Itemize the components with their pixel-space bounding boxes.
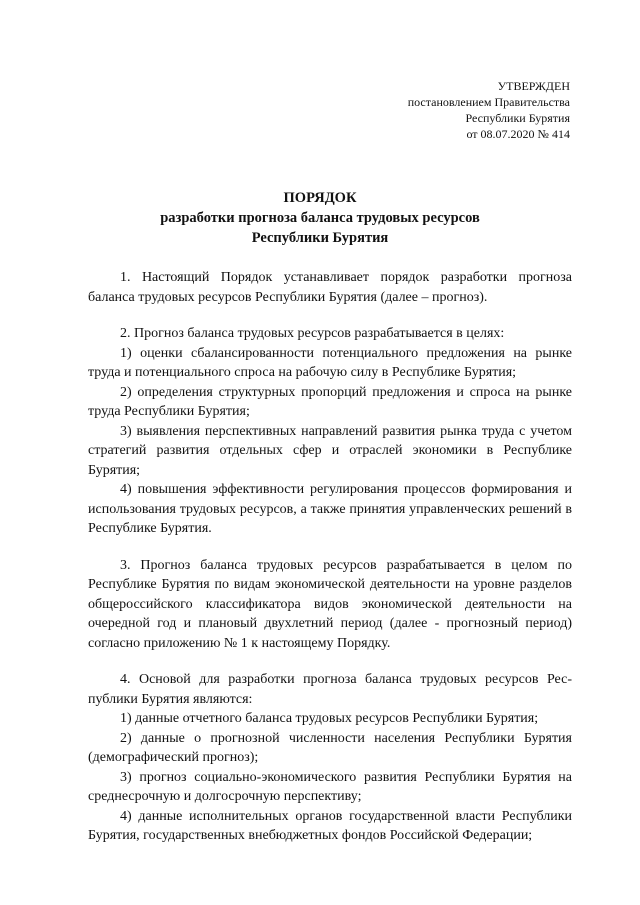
clause-4: 4. Основой для разработки прогноза баланса трудовых ресурсов Республики Бурятия являются: [88,672,572,707]
clause-2-item-3: 3) выявления перспективных направлений развития рынка труда с учетом стратегий развития отдельных сфер и отраслей экономики в Республике Бурятия; [88,423,572,478]
clause-4-item-1: 1) данные отчетного баланса трудовых ресурсов Республики Бурятия; [120,711,539,726]
clause-2-item-4: 4) повышения эффективности регулирования процессов формирования и использования трудовых ресурсов, а также принятия управленческих решений в Республике Бурятия. [88,482,572,536]
clause-3: 3. Прогноз баланса трудовых ресурсов разрабатывается в целом по Республике Бурятия по видам экономической деятельности на уровне разделов общероссийского классификатора видов экономической деятельности на очередной год и плановый двухлетний период (далее - прогнозный период) согласно приложению № 1 к настоящему Порядку. [88,557,572,651]
approval-authority: Республики Бурятия [465,111,570,125]
clause-4-item-4: 4) данные исполнительных органов государственной власти Республики Бурятия, государственных внебюджетных фондов Российской Федерации; [88,808,572,843]
clause-2: 2. Прогноз баланса трудовых ресурсов разрабатывается в целях: [120,326,505,341]
document-title [0,188,640,248]
approval-stamp [408,78,570,142]
title-line-1: ПОРЯДОК [283,190,357,206]
approval-heading: УТВЕРЖДЕН [497,79,570,93]
clause-4-item-2: 2) данные о прогнозной численности населения Республики Бурятия (демографический прогноз); [88,730,572,765]
approval-date-number: от 08.07.2020 № 414 [466,127,570,141]
clause-2-item-1: 1) оценки сбалансированности потенциального предложения на рынке труда и потенциального спроса на рабочую силу в Республике Бурятия; [88,345,572,380]
document-body [88,268,572,846]
approval-act: постановлением Правительства [407,95,570,109]
title-line-3: Республики Бурятия [251,230,389,246]
title-line-2: разработки прогноза баланса трудовых ресурсов [160,210,480,226]
clause-1: 1. Настоящий Порядок устанавливает порядок разработки прогноза баланса трудовых ресурсов Республики Бурятия (далее – прогноз). [88,270,572,305]
clause-4-item-3: 3) прогноз социально-экономического развития Республики Бурятия на среднесрочную и долгосрочную перспективу; [88,769,572,804]
clause-2-item-2: 2) определения структурных пропорций предложения и спроса на рынке труда Республики Бурятия; [88,384,572,419]
